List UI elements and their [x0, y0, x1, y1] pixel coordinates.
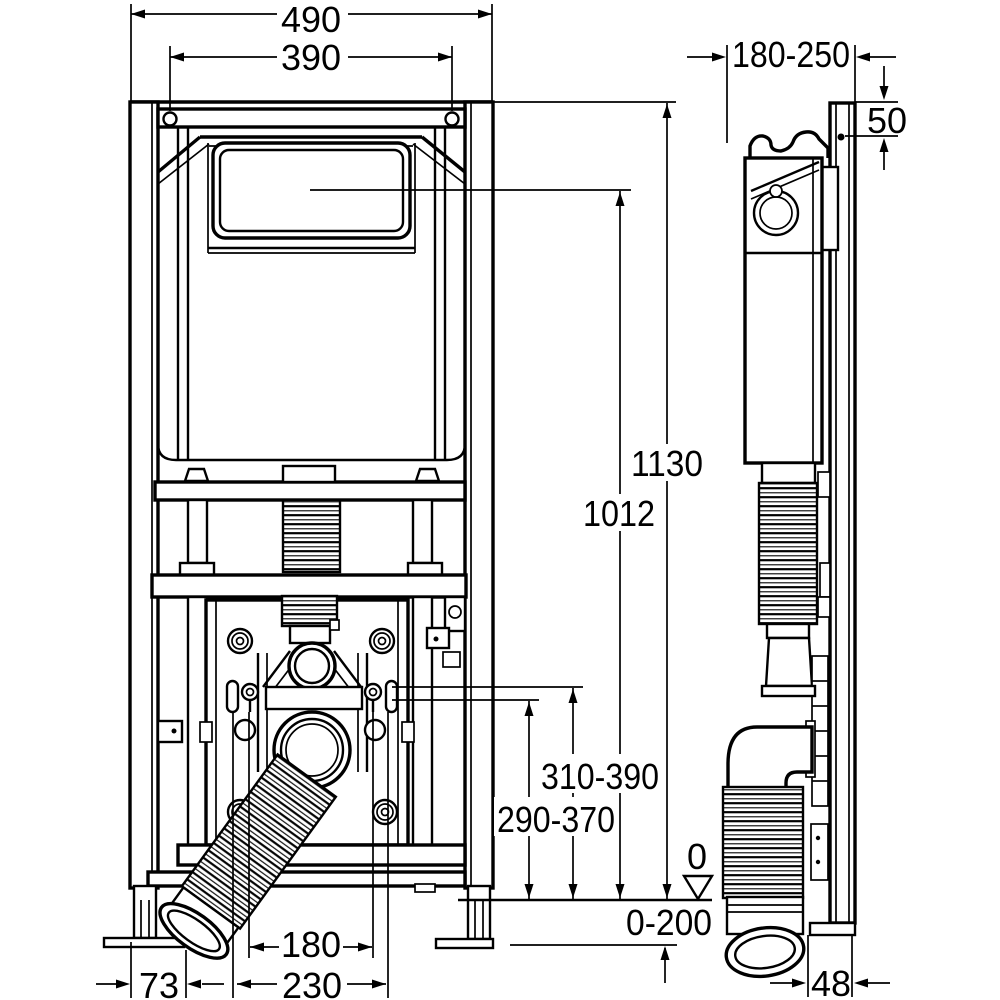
dim-wc-bolt-spacing-label: 180 [280, 924, 342, 965]
rail-bracket-left [158, 721, 182, 742]
dim-floor-level-label: 0 [686, 836, 708, 877]
anchor-bolt-right [386, 681, 397, 712]
floor-level-marker [684, 876, 712, 899]
anchor-bolt-left [227, 681, 238, 712]
plate-screw-upper-left [228, 629, 252, 653]
drain-bellows-side [723, 787, 803, 898]
threaded-rod-right [413, 500, 432, 563]
support-crossbar [152, 575, 466, 597]
dim-lower-connection-range-label: 290-370 [497, 799, 615, 840]
dim-top-anchor-offset-label: 50 [866, 100, 908, 141]
flush-elbow-side [766, 638, 812, 686]
fill-valve-cover [750, 132, 828, 158]
right-frame-rail [465, 102, 493, 888]
plate-screw-lower-right [373, 800, 397, 824]
flush-bellows-side [759, 483, 817, 624]
side-view [723, 103, 855, 981]
dim-install-depth-range-label: 180-250 [732, 34, 850, 75]
rail-foot [810, 923, 855, 935]
drain-elbow-side [728, 727, 812, 788]
dim-overall-height-label: 1130 [631, 443, 703, 484]
dim-overall-width-label: 490 [280, 0, 342, 40]
dim-hanger-bolt-spacing-label: 390 [280, 37, 342, 78]
dim-rear-outlet-gap-label: 48 [810, 963, 852, 1000]
wall-anchor-bolt [838, 134, 845, 141]
hanger-hole-left [164, 113, 177, 126]
dim-floor-adjust-range-label: 0-200 [626, 902, 712, 943]
dim-frame-anchor-spacing-label: 230 [281, 965, 343, 1000]
dim-outlet-side-offset-label: 73 [138, 965, 180, 1000]
flush-bellows-front [283, 500, 340, 572]
rail-bracket-right [445, 597, 465, 631]
hanger-hole-right [446, 113, 459, 126]
plate-screw-upper-right [370, 629, 394, 653]
front-view [104, 102, 493, 968]
frame-foot-right [436, 886, 493, 948]
cistern-shell [155, 128, 465, 500]
dim-flush-window-height-label: 1012 [583, 493, 655, 534]
threaded-rod-left [188, 500, 207, 563]
dim-upper-connection-range-label: 310-390 [541, 756, 659, 797]
top-crossbar [158, 109, 465, 127]
